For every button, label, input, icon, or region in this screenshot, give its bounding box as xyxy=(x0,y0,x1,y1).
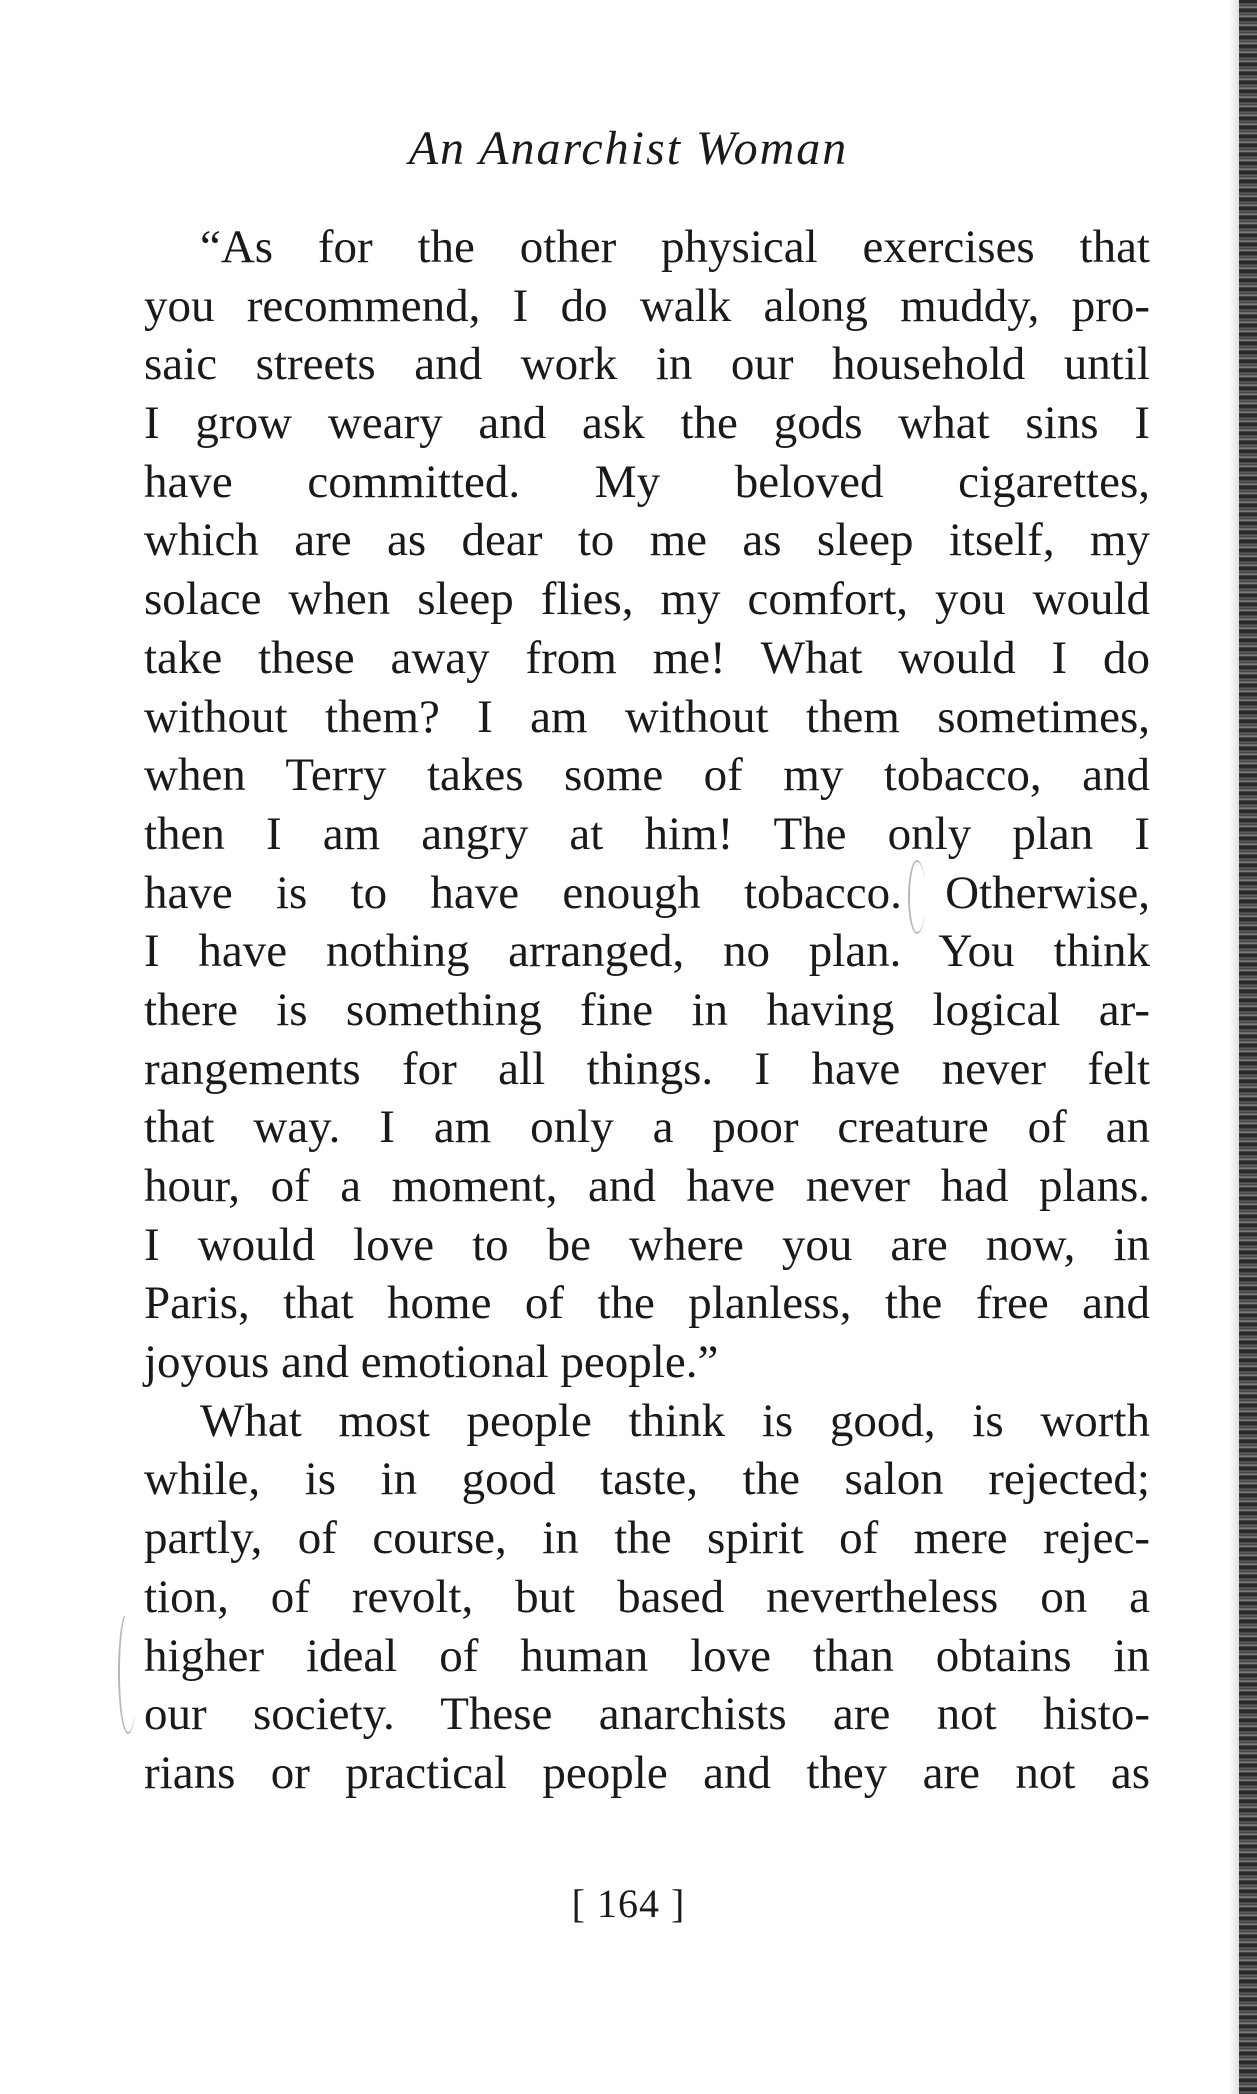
running-head: An Anarchist Woman xyxy=(408,122,849,175)
text-line: joyous and emotional people.” xyxy=(144,1336,719,1389)
text-line: I have nothing arranged, no plan. You think xyxy=(144,925,1150,978)
text-line: solace when sleep flies, my comfort, you would xyxy=(144,573,1150,626)
text-line: you recommend, I do walk along muddy, pro- xyxy=(144,279,1150,332)
text-line: there is something fine in having logical ar- xyxy=(144,983,1150,1036)
page-number: [ 164 ] xyxy=(571,1881,686,1926)
pencil-mark xyxy=(118,1610,138,1734)
text-line: which are as dear to me as sleep itself, my xyxy=(144,514,1150,567)
body-text xyxy=(144,218,1150,1803)
text-line: that way. I am only a poor creature of an xyxy=(144,1101,1150,1154)
text-line: partly, of course, in the spirit of mere rejec- xyxy=(144,1512,1150,1565)
text-line: “As for the other physical exercises that xyxy=(200,221,1150,273)
text-line: while, is in good taste, the salon rejected; xyxy=(144,1453,1150,1506)
text-line: I would love to be where you are now, in xyxy=(144,1218,1150,1271)
text-line: without them? I am without them sometimes, xyxy=(144,690,1150,743)
text-line: higher ideal of human love than obtains in xyxy=(144,1629,1150,1682)
text-line: saic streets and work in our household until xyxy=(144,338,1150,391)
text-line: have is to have enough tobacco. Otherwise, xyxy=(144,866,1150,919)
text-line: then I am angry at him! The only plan I xyxy=(144,807,1150,860)
text-line: when Terry takes some of my tobacco, and xyxy=(144,749,1150,802)
text-line: What most people think is good, is worth xyxy=(200,1394,1150,1447)
text-line: take these away from me! What would I do xyxy=(144,631,1150,684)
text-line: tion, of revolt, but based nevertheless on a xyxy=(144,1570,1150,1623)
text-line: I grow weary and ask the gods what sins I xyxy=(144,397,1150,450)
text-line: rians or practical people and they are not as xyxy=(144,1746,1150,1799)
binding-shadow xyxy=(1229,0,1239,2094)
binding-edge xyxy=(1239,0,1257,2094)
pencil-mark xyxy=(908,860,926,934)
text-line: rangements for all things. I have never felt xyxy=(144,1042,1150,1095)
text-line: our society. These anarchists are not histo- xyxy=(144,1688,1150,1741)
text-line: Paris, that home of the planless, the free and xyxy=(144,1277,1150,1330)
text-line: hour, of a moment, and have never had plans. xyxy=(144,1160,1150,1212)
text-line: have committed. My beloved cigarettes, xyxy=(144,455,1150,508)
